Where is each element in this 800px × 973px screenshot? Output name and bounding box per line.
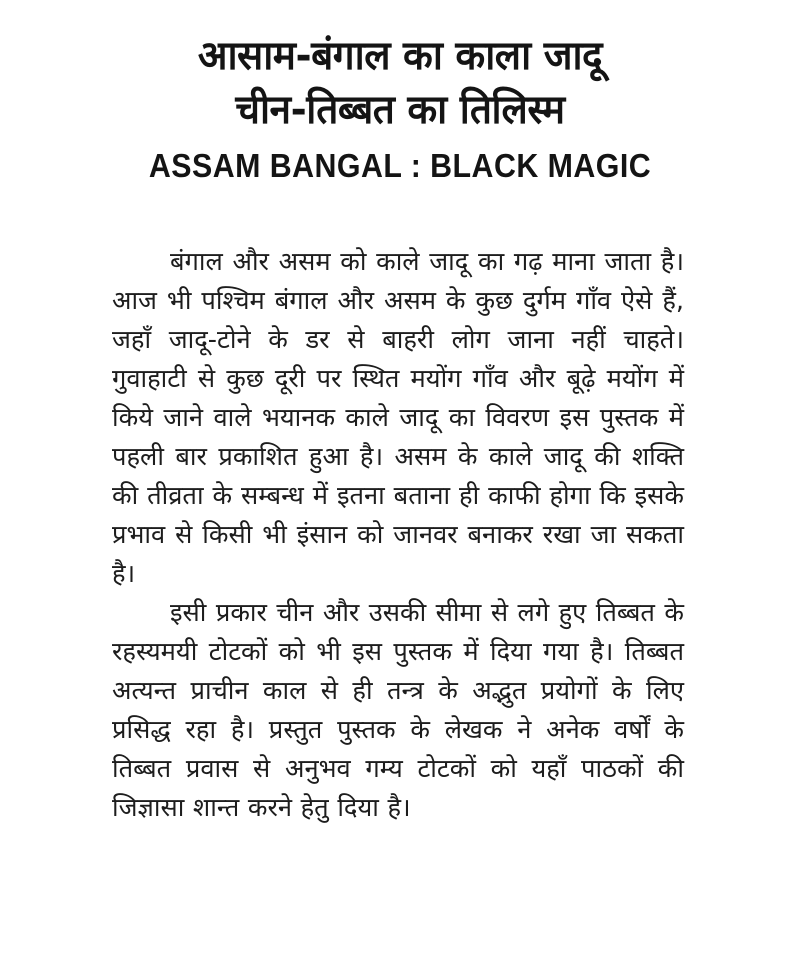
body-text-block — [112, 243, 684, 828]
body-paragraph-1: बंगाल और असम को काले जादू का गढ़ माना जाता है। आज भी पश्चिम बंगाल और असम के कुछ दुर्गम गाँव ऐसे हैं, जहाँ जादू-टोने के डर से बाहरी लोग जाना नहीं चाहते। गुवाहाटी से कुछ दूरी पर स्थित मयोंग गाँव और बूढ़े मयोंग में किये जाने वाले भयानक काले जादू का विवरण इस पुस्तक में पहली बार प्रकाशित हुआ है। असम के काले जादू की शक्ति की तीव्रता के सम्बन्ध में इतना बताना ही काफी होगा कि इसके प्रभाव से किसी भी इंसान को जानवर बनाकर रखा जा सकता है। — [112, 247, 684, 589]
body-paragraph-2: इसी प्रकार चीन और उसकी सीमा से लगे हुए तिब्बत के रहस्यमयी टोटकों को भी इस पुस्तक में दिया गया है। तिब्बत अत्यन्त प्राचीन काल से ही तन्त्र के अद्भुत प्रयोगों के लिए प्रसिद्ध रहा है। प्रस्तुत पुस्तक के लेखक ने अनेक वर्षों के तिब्बत प्रवास से अनुभव गम्य टोटकों को यहाँ पाठकों की जिज्ञासा शान्त करने हेतु दिया है। — [112, 598, 684, 823]
page-title-hindi-line-2: चीन-तिब्बत का तिलिस्म — [235, 87, 565, 133]
page-subtitle-english: ASSAM BANGAL : BLACK MAGIC — [148, 147, 652, 184]
page-title-hindi-line-1: आसाम-बंगाल का काला जादू — [197, 33, 603, 79]
title-block — [0, 30, 800, 186]
